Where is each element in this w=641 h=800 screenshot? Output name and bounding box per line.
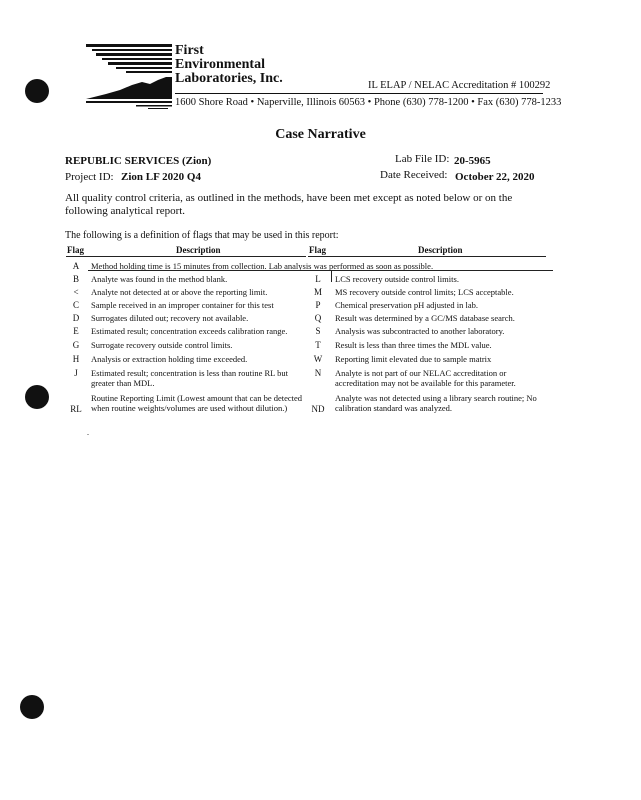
hole-punch-top <box>25 79 49 103</box>
flag-code: < <box>73 287 79 297</box>
flag-code: T <box>315 340 321 350</box>
date-received: October 22, 2020 <box>455 171 535 183</box>
flag-code: C <box>72 300 79 310</box>
flag-code: B <box>72 274 79 284</box>
flag-description: LCS recovery outside control limits. <box>335 274 459 284</box>
flag-code: G <box>72 340 80 350</box>
flag-description: Result was determined by a GC/MS database search. <box>335 313 515 323</box>
hole-punch-middle <box>25 385 49 409</box>
flag-code: D <box>72 313 80 323</box>
company-address: 1600 Shore Road • Naperville, Illinois 60563 • Phone (630) 778-1200 • Fax (630) 778-1233 <box>175 97 562 108</box>
left-flag-header: Flag <box>67 245 84 255</box>
row-highlight-l <box>331 271 548 282</box>
flag-code: L <box>315 274 321 284</box>
flag-description: Analyte was not detected using a library search routine; No calibration standard was analyzed. <box>335 393 537 413</box>
flag-description: Analysis or extraction holding time exceeded. <box>91 354 248 364</box>
flag-code: S <box>315 326 321 336</box>
flag-code: J <box>74 368 78 378</box>
flag-code: RL <box>70 404 82 414</box>
page-title: Case Narrative <box>275 127 366 142</box>
flag-description: Surrogates diluted out; recovery not available. <box>91 313 249 323</box>
flag-description: Routine Reporting Limit (Lowest amount that can be detected when routine weights/volumes are used without dilution.) <box>91 393 303 413</box>
flag-description: Chemical preservation pH adjusted in lab. <box>335 300 479 310</box>
row-highlight-a <box>88 258 553 271</box>
flag-description: Analyte is not part of our NELAC accreditation or accreditation may not be available for this parameter. <box>335 368 516 388</box>
flag-code: M <box>313 287 322 297</box>
right-description-header: Description <box>418 245 463 255</box>
flag-code: N <box>314 368 322 378</box>
flag-description: Method holding time is 15 minutes from collection. Lab analysis was performed as soon as possible. <box>91 261 434 271</box>
lab-file-label: Lab File ID: <box>395 153 450 165</box>
table-header-rule-left <box>66 256 306 257</box>
flag-code: H <box>72 354 80 364</box>
header-divider <box>175 93 543 94</box>
flag-description: Estimated result; concentration is less than routine RL but greater than MDL. <box>91 368 289 388</box>
table-header-rule-right <box>308 256 546 257</box>
flag-description: Reporting limit elevated due to sample matrix <box>335 354 492 364</box>
project-label: Project ID: <box>65 171 114 183</box>
flag-description: Analyte not detected at or above the reporting limit. <box>91 287 268 297</box>
flag-description: Result is less than three times the MDL value. <box>335 340 492 350</box>
company-name-line1: First <box>175 43 204 58</box>
flag-description: Sample received in an improper container for this test <box>91 300 274 310</box>
company-name-line3: Laboratories, Inc. <box>175 71 283 86</box>
flags-intro: The following is a definition of flags that may be used in this report: <box>65 230 339 241</box>
flag-description: Analyte was found in the method blank. <box>91 274 228 284</box>
flag-code: ND <box>311 404 325 414</box>
company-name <box>175 44 283 86</box>
flag-code: E <box>73 326 79 336</box>
accreditation: IL ELAP / NELAC Accreditation # 100292 <box>368 80 551 91</box>
date-received-label: Date Received: <box>380 169 448 181</box>
flag-description: Surrogate recovery outside control limits. <box>91 340 233 350</box>
flag-code: A <box>72 261 80 271</box>
flag-description: MS recovery outside control limits; LCS acceptable. <box>335 287 514 297</box>
lab-file-id: 20-5965 <box>454 155 491 167</box>
company-logo-icon <box>86 44 172 110</box>
company-name-line2: Environmental <box>175 57 265 72</box>
qc-statement: All quality control criteria, as outlined in the methods, have been met except as noted below or on the following analytical report. <box>65 192 513 217</box>
right-flag-header: Flag <box>309 245 326 255</box>
flag-code: Q <box>314 313 322 323</box>
flag-code: P <box>315 300 321 310</box>
flag-description: Analysis was subcontracted to another laboratory. <box>335 326 505 336</box>
client-name: REPUBLIC SERVICES (Zion) <box>65 155 212 167</box>
stray-mark: . <box>87 428 89 437</box>
project-id: Zion LF 2020 Q4 <box>121 171 201 183</box>
flag-description: Estimated result; concentration exceeds calibration range. <box>91 326 288 336</box>
hole-punch-bottom <box>20 695 44 719</box>
left-description-header: Description <box>176 245 221 255</box>
flag-code: W <box>313 354 323 364</box>
